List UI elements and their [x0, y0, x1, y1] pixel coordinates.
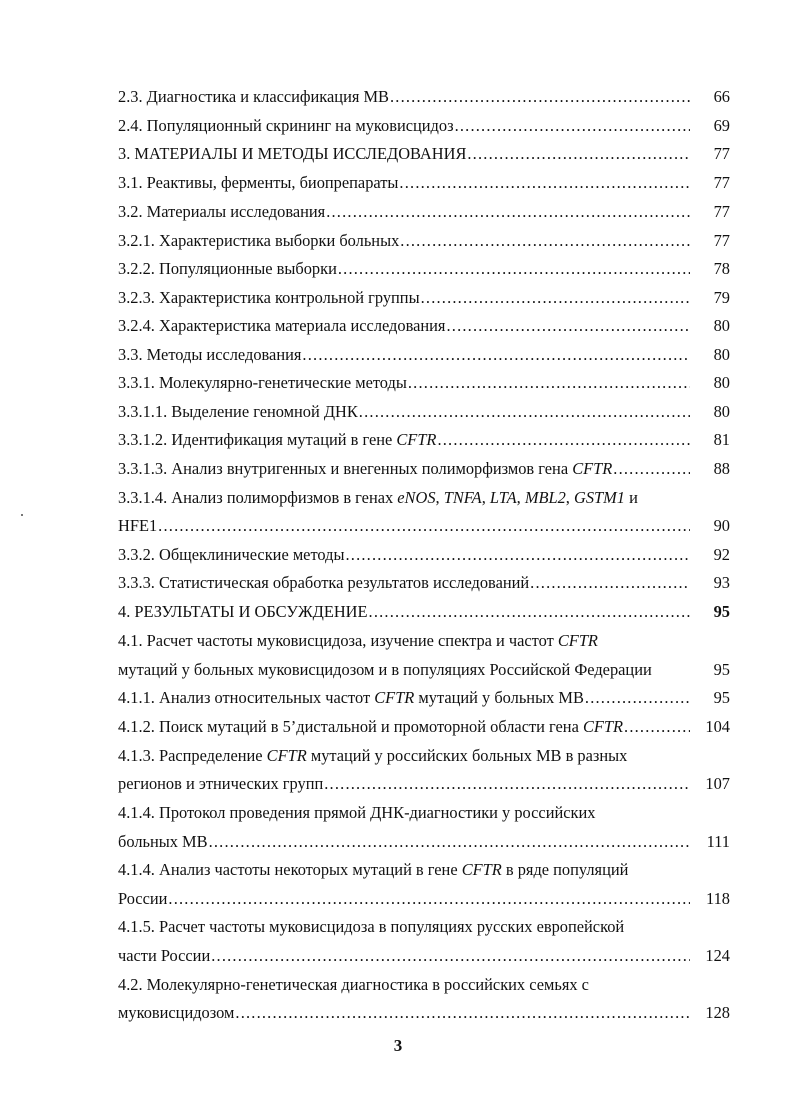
toc-entry-page: 95 [713, 688, 730, 707]
toc-entry [118, 569, 730, 597]
toc-leader [302, 341, 690, 369]
toc-entry [118, 398, 730, 426]
toc-entry [118, 942, 730, 970]
toc-entry-title: части России [118, 946, 211, 965]
toc-entry-title: 3.3. Методы исследования [118, 345, 302, 364]
toc-entry [118, 770, 730, 798]
toc-entry-title: 4.1.1. Анализ относительных частот CFTR мутаций у больных МВ [118, 688, 584, 707]
toc-entry [118, 112, 730, 140]
toc-leader [399, 169, 690, 197]
toc-entry-title: 3.2.4. Характеристика материала исследования [118, 316, 446, 335]
toc-leader [455, 112, 690, 140]
toc-entry [118, 627, 730, 655]
toc-entry-title: 3.2. Материалы исследования [118, 202, 326, 221]
toc-entry-page: 93 [713, 573, 730, 592]
toc-entry-title: России [118, 889, 168, 908]
toc-entry [118, 913, 730, 941]
toc-entry-page: 77 [713, 202, 730, 221]
toc-leader [209, 828, 690, 856]
toc-entry-page: 77 [713, 144, 730, 163]
toc-entry-page: 80 [713, 345, 730, 364]
toc-entry [118, 284, 730, 312]
toc-leader [585, 684, 690, 712]
toc-entry [118, 484, 730, 512]
toc-leader [326, 198, 690, 226]
toc-leader [324, 770, 690, 798]
toc-entry-title: 3.1. Реактивы, ферменты, биопрепараты [118, 173, 399, 192]
toc-leader [158, 512, 690, 540]
toc-entry [118, 856, 730, 884]
toc-leader [338, 255, 690, 283]
toc-entry-title: мутаций у больных муковисцидозом и в популяциях Российской Федерации [118, 660, 652, 679]
toc-entry-title: муковисцидозом [118, 1003, 235, 1022]
toc-entry-title: 3. МАТЕРИАЛЫ И МЕТОДЫ ИССЛЕДОВАНИЯ [118, 144, 467, 163]
toc-entry-page: 80 [713, 373, 730, 392]
toc-entry-page: 128 [705, 1003, 730, 1022]
toc-leader [613, 455, 690, 483]
toc-entry [118, 426, 730, 454]
toc-entry [118, 828, 730, 856]
toc-entry-title: 4. РЕЗУЛЬТАТЫ И ОБСУЖДЕНИЕ [118, 602, 368, 621]
toc-entry-title: 3.3.1. Молекулярно-генетические методы [118, 373, 407, 392]
toc-entry-page: 78 [713, 259, 730, 278]
toc-entry-page: 104 [705, 717, 730, 736]
toc-entry-page: 92 [713, 545, 730, 564]
toc-entry-page: 79 [713, 288, 730, 307]
toc-entry-page: 77 [713, 231, 730, 250]
toc-entry-title: регионов и этнических групп [118, 774, 324, 793]
toc-entry [118, 83, 730, 111]
toc-leader [345, 541, 690, 569]
toc-entry-title: 4.2. Молекулярно-генетическая диагностика в российских семьях с [118, 975, 589, 994]
toc-entry [118, 742, 730, 770]
toc-entry-page: 95 [713, 660, 730, 679]
toc-entry-page: 66 [713, 87, 730, 106]
toc-leader [624, 713, 690, 741]
toc-entry [118, 369, 730, 397]
toc-entry [118, 799, 730, 827]
toc-leader [530, 569, 690, 597]
toc-leader [421, 284, 690, 312]
toc-entry-title: 4.1.3. Распределение CFTR мутаций у российских больных МВ в разных [118, 746, 628, 765]
toc-entry-title: 3.3.2. Общеклинические методы [118, 545, 345, 564]
toc-entry-title: больных МВ [118, 832, 208, 851]
toc-entry [118, 455, 730, 483]
toc-entry-page: 77 [713, 173, 730, 192]
toc-entry [118, 971, 730, 999]
toc-entry-page: 80 [713, 402, 730, 421]
toc-entry-title: 3.3.1.2. Идентификация мутаций в гене CFTR [118, 430, 437, 449]
toc-entry-title: 2.3. Диагностика и классификация МВ [118, 87, 389, 106]
toc-entry-title: 2.4. Популяционный скрининг на муковисцидоз [118, 116, 454, 135]
toc-leader [437, 426, 690, 454]
toc-entry [118, 341, 730, 369]
toc-entry-page: 69 [713, 116, 730, 135]
toc-leader [467, 140, 690, 168]
toc-leader [369, 598, 690, 626]
page-number: 3 [393, 1036, 403, 1055]
toc-entry [118, 140, 730, 168]
toc-entry-title: 4.1.2. Поиск мутаций в 5’дистальной и промоторной области гена CFTR [118, 717, 624, 736]
scan-speck [21, 514, 23, 516]
toc-entry-title: 3.2.3. Характеристика контрольной группы [118, 288, 420, 307]
toc-leader [168, 885, 690, 913]
toc-entry-page: 81 [713, 430, 730, 449]
toc-leader [211, 942, 690, 970]
toc-entry [118, 885, 730, 913]
toc-entry [118, 169, 730, 197]
toc-entry [118, 999, 730, 1027]
toc-entry [118, 541, 730, 569]
toc-leader [390, 83, 690, 111]
toc-leader [235, 999, 690, 1027]
toc-entry [118, 598, 730, 626]
toc-entry-title: 3.3.1.4. Анализ полиморфизмов в генах eNOS, TNFA, LTA, MBL2, GSTM1 и [118, 488, 638, 507]
toc-leader [408, 369, 690, 397]
toc-entry [118, 656, 730, 684]
toc-entry-title: 4.1. Расчет частоты муковисцидоза, изучение спектра и частот CFTR [118, 631, 598, 650]
toc-entry-page: 95 [713, 602, 730, 621]
toc-entry-page: 107 [705, 774, 730, 793]
toc-entry-title: 4.1.4. Протокол проведения прямой ДНК-диагностики у российских [118, 803, 596, 822]
toc-entry-title: 4.1.5. Расчет частоты муковисцидоза в популяциях русских европейской [118, 917, 625, 936]
toc-leader [359, 398, 690, 426]
toc-entry-page: 111 [706, 832, 730, 851]
toc-leader [400, 227, 690, 255]
toc-entry [118, 684, 730, 712]
toc-entry [118, 227, 730, 255]
toc-entry-title: HFE1 [118, 516, 158, 535]
toc-entry-page: 88 [713, 459, 730, 478]
toc-entry [118, 255, 730, 283]
toc-entry [118, 713, 730, 741]
toc-entry-title: 3.3.1.1. Выделение геномной ДНК [118, 402, 358, 421]
toc-entry-title: 4.1.4. Анализ частоты некоторых мутаций в гене CFTR в ряде популяций [118, 860, 629, 879]
toc-entry [118, 312, 730, 340]
toc-entry-title: 3.2.2. Популяционные выборки [118, 259, 337, 278]
toc-entry-title: 3.3.3. Статистическая обработка результатов исследований [118, 573, 530, 592]
toc-entry [118, 512, 730, 540]
toc-entry-page: 124 [705, 946, 730, 965]
toc-entry [118, 198, 730, 226]
toc-entry-page: 80 [713, 316, 730, 335]
toc-entry-title: 3.2.1. Характеристика выборки больных [118, 231, 400, 250]
toc-entry-page: 90 [713, 516, 730, 535]
toc-entry-title: 3.3.1.3. Анализ внутригенных и внегенных полиморфизмов гена CFTR [118, 459, 613, 478]
toc-leader [446, 312, 690, 340]
toc-entry-page: 118 [706, 889, 730, 908]
